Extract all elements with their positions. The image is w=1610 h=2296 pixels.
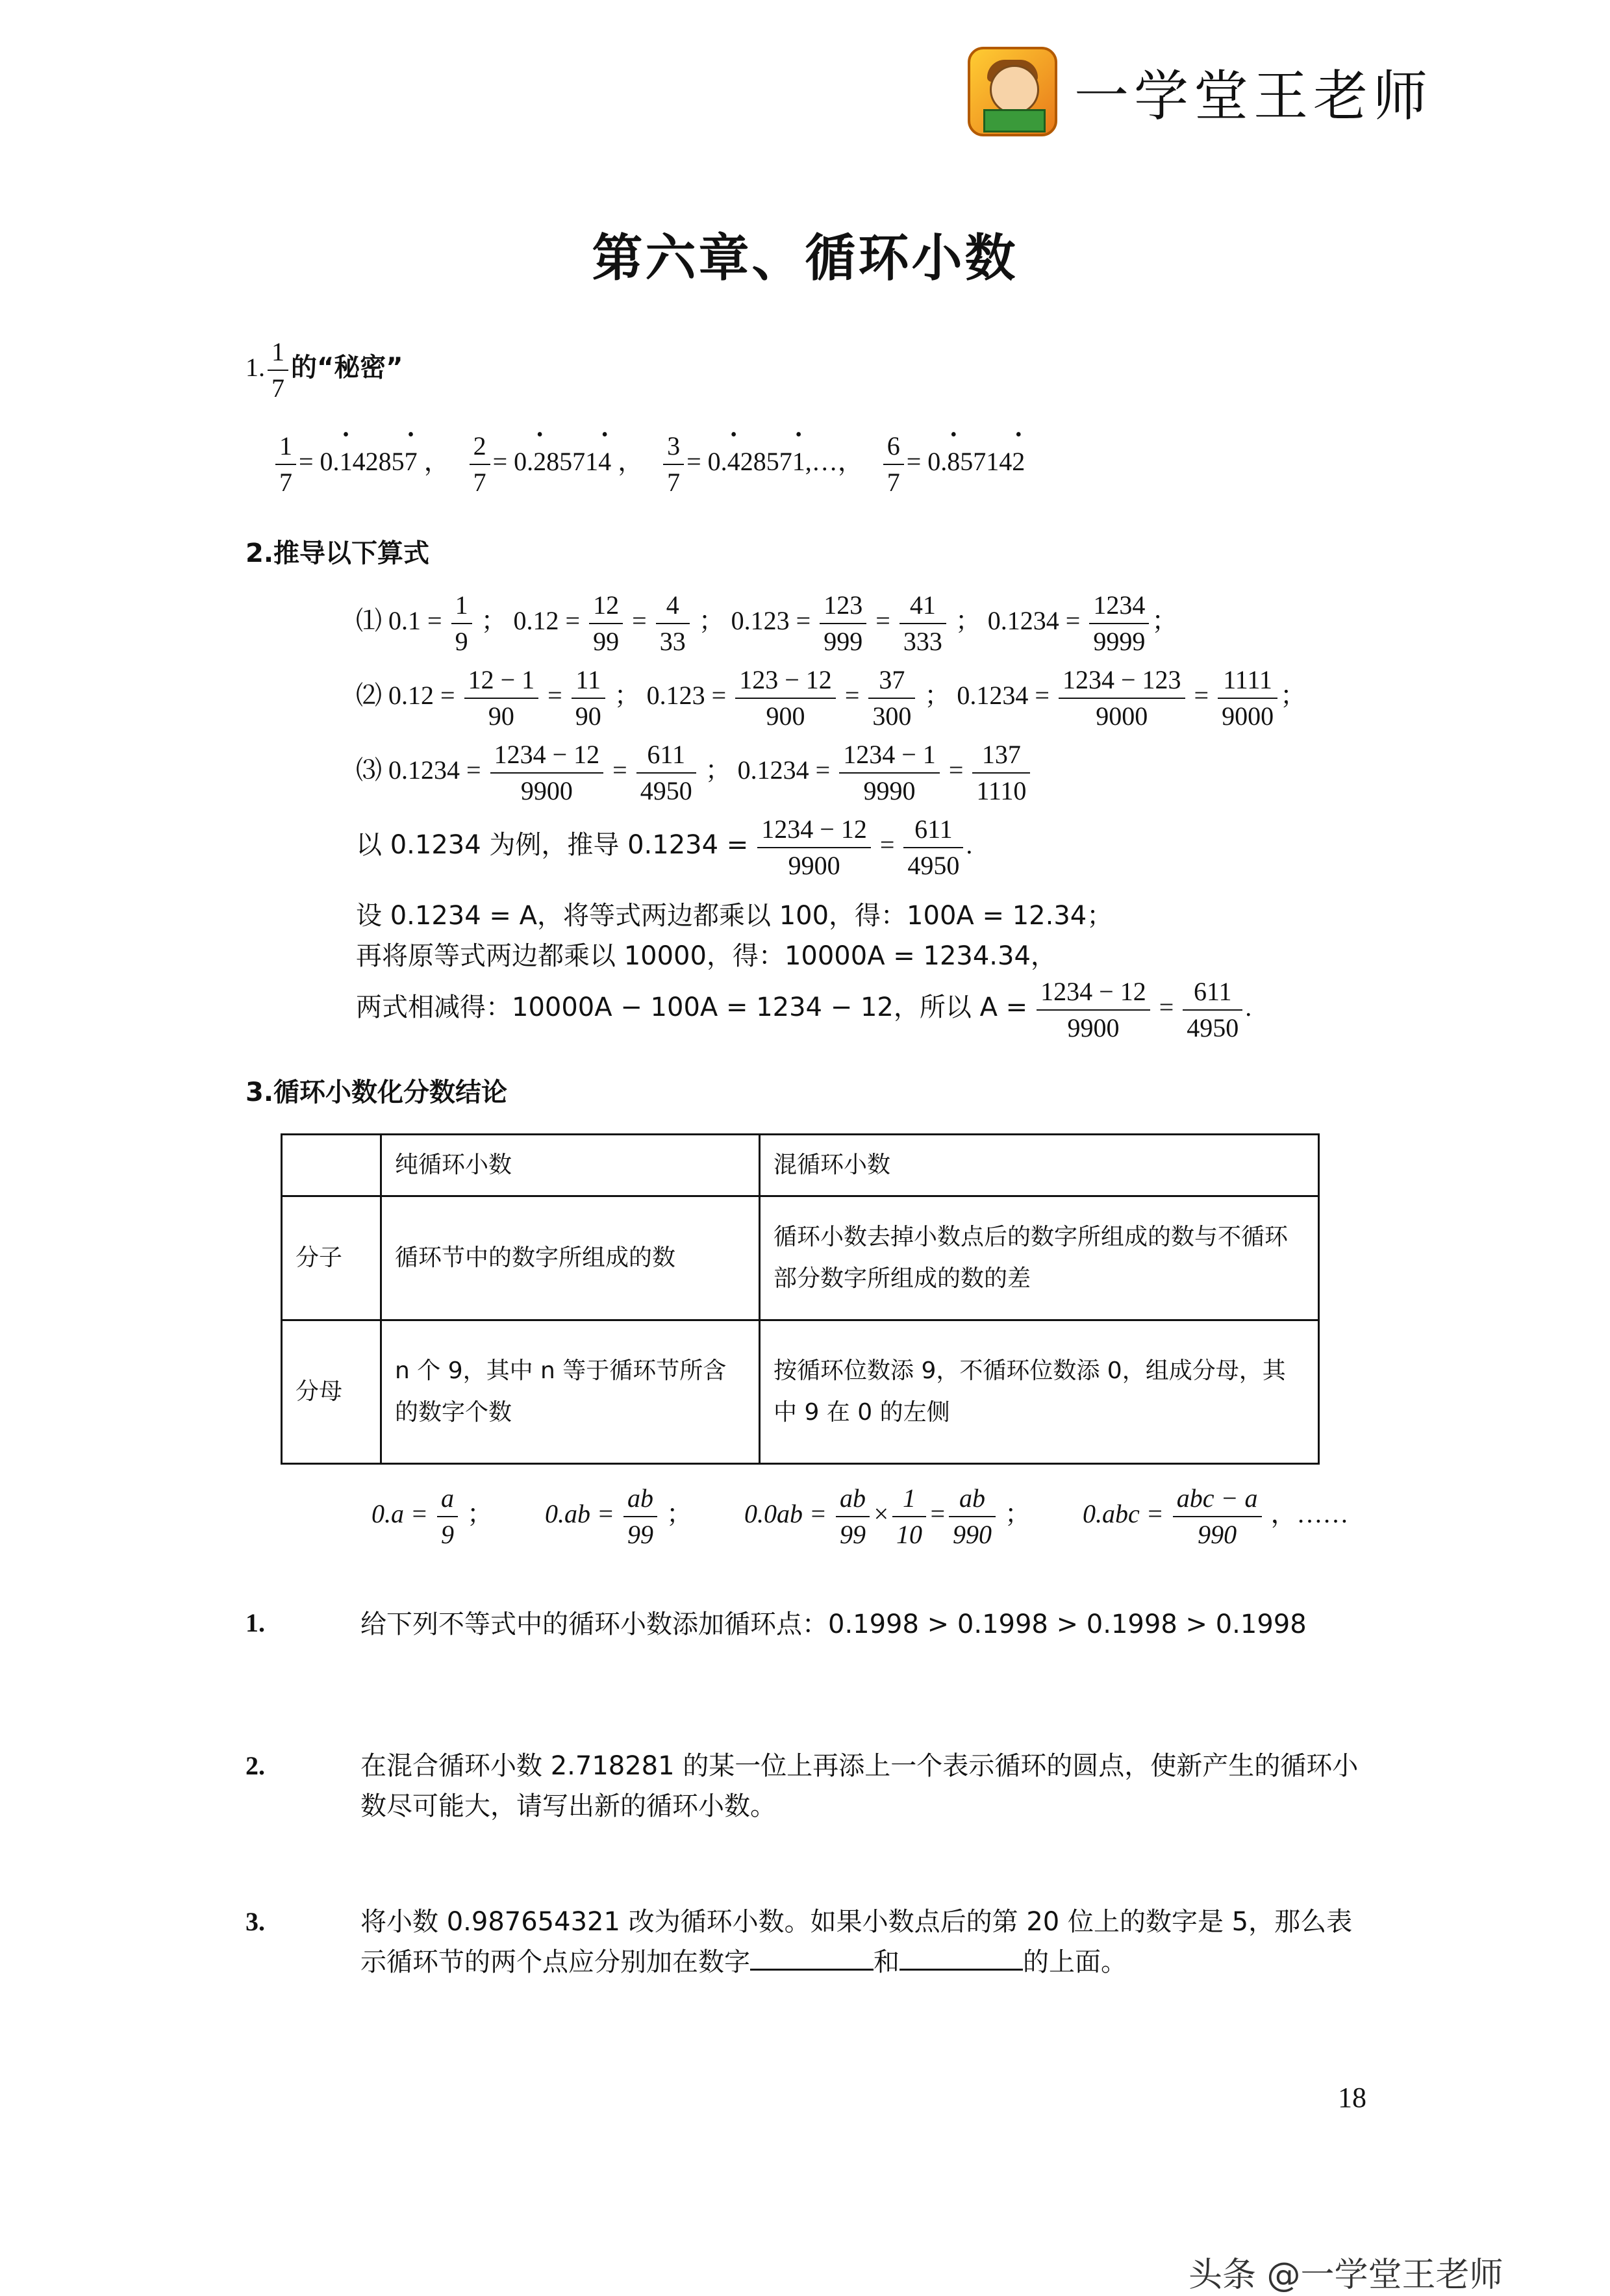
derivation-line-3: ⑶ 0.1234 = $\frac{1234 - 12}{9900}$ = $\frac{611}{4950}$ ； 0.1234 = $\frac{1234 - 1}{9990}$ = $\frac{137}{1110}$ — [356, 737, 1033, 809]
derivation-step-3: 两式相减得：10000A − 100A = 1234 − 12，所以 A = $\frac{1234 - 12}{9900}$ = $\frac{611}{4950}$ . — [356, 974, 1252, 1046]
seventh-fractions-line — [273, 429, 1042, 500]
teacher-logo-icon — [968, 47, 1057, 136]
derivation-example: 以 0.1234 为例，推导 0.1234 = $\frac{1234 - 12}{9900}$ = $\frac{611}{4950}$ . — [356, 812, 972, 883]
table-header-cell: 纯循环小数 — [381, 1135, 760, 1196]
table-row — [282, 1320, 1319, 1464]
question-1-text: 给下列不等式中的循环小数添加循环点：0.1998 > 0.1998 > 0.1998 > 0.1998 — [360, 1609, 1307, 1639]
table-header-cell: 混循环小数 — [760, 1135, 1319, 1196]
seventh-fraction-3: $\frac{3}{7}$ = 0.• 42857• 1,…， — [660, 447, 864, 476]
section-2-heading: 2.推导以下算式 — [245, 538, 430, 568]
brand-name: 一学堂王老师 — [1074, 64, 1433, 128]
question-3-number: 3. — [245, 1907, 265, 1936]
answer-blank-1[interactable] — [750, 1943, 874, 1971]
mixed-cell: 按循环位数添 9，不循环位数添 0，组成分母，其中 9 在 0 的左侧 — [760, 1320, 1319, 1464]
general-formulas: 0.a = $\frac{a}{9}$ ； 0.ab = $\frac{ab}{99}$ ； 0.0ab = $\frac{ab}{99}$ × $\frac{1}{10}$ = $\frac{ab}{990}$ ； 0.abc = $\frac{\text{abc − a}}{990}$ ，…… — [371, 1481, 1349, 1552]
pure-cell: n 个 9，其中 n 等于循环节所含的数字个数 — [381, 1320, 760, 1464]
table-row — [282, 1196, 1319, 1320]
brand-header — [968, 47, 1433, 136]
table-header-row — [282, 1135, 1319, 1196]
page-number: 18 — [1338, 2082, 1366, 2113]
section-1-heading: 1. $\frac{1}{7}$ 的“秘密” — [245, 334, 403, 406]
mixed-cell: 循环小数去掉小数点后的数字所组成的数与不循环部分数字所组成的数的差 — [760, 1196, 1319, 1320]
source-watermark: 头条 @一学堂王老师 — [1189, 2256, 1503, 2295]
derivation-line-1: ⑴ 0.1 = $\frac{1}{9}$ ； 0.12 = $\frac{12}{99}$ = $\frac{4}{33}$ ； 0.123 = $\frac{123}{999}$ = $\frac{41}{333}$ ； 0.1234 = $\frac{1234}{9999}$ ； — [356, 588, 1177, 659]
pure-cell: 循环节中的数字所组成的数 — [381, 1196, 760, 1320]
conversion-table — [281, 1133, 1320, 1465]
question-3-text: 将小数 0.987654321 改为循环小数。如果小数点后的第 20 位上的数字是 5，那么表示循环节的两个点应分别加在数字 和 的上面。 — [360, 1907, 1353, 1977]
seventh-fraction-1: $\frac{1}{7}$ = 0.• 14285• 7 ， — [273, 447, 450, 476]
derivation-step-1: 设 0.1234 = A，将等式两边都乘以 100，得：100A = 12.34； — [356, 901, 1113, 931]
derivation-line-2: ⑵ 0.12 = $\frac{12 - 1}{90}$ = $\frac{11}{90}$ ； 0.123 = $\frac{123 - 12}{900}$ = $\frac{37}{300}$ ； 0.1234 = $\frac{1234 - 123}{9000}$ = $\frac{1111}{9000}$ ； — [356, 662, 1306, 734]
seventh-fraction-2: $\frac{2}{7}$ = 0.• 28571• 4 ， — [467, 447, 644, 476]
section-3-heading: 3.循环小数化分数结论 — [245, 1078, 508, 1107]
derivation-step-2: 再将原等式两边都乘以 10000，得：10000A = 1234.34， — [356, 941, 1057, 971]
row-label: 分母 — [282, 1320, 381, 1464]
answer-blank-2[interactable] — [899, 1943, 1023, 1971]
page-title: 第六章、循环小数 — [592, 229, 1018, 288]
question-2-text: 在混合循环小数 2.718281 的某一位上再添上一个表示循环的圆点，使新产生的循环小数尽可能大，请写出新的循环小数。 — [360, 1751, 1359, 1821]
table-header-cell — [282, 1135, 381, 1196]
seventh-fraction-4: $\frac{6}{7}$ = 0.• 85714• 2 — [881, 447, 1025, 476]
question-1-number: 1. — [245, 1608, 265, 1637]
question-2-number: 2. — [245, 1751, 265, 1780]
row-label: 分子 — [282, 1196, 381, 1320]
